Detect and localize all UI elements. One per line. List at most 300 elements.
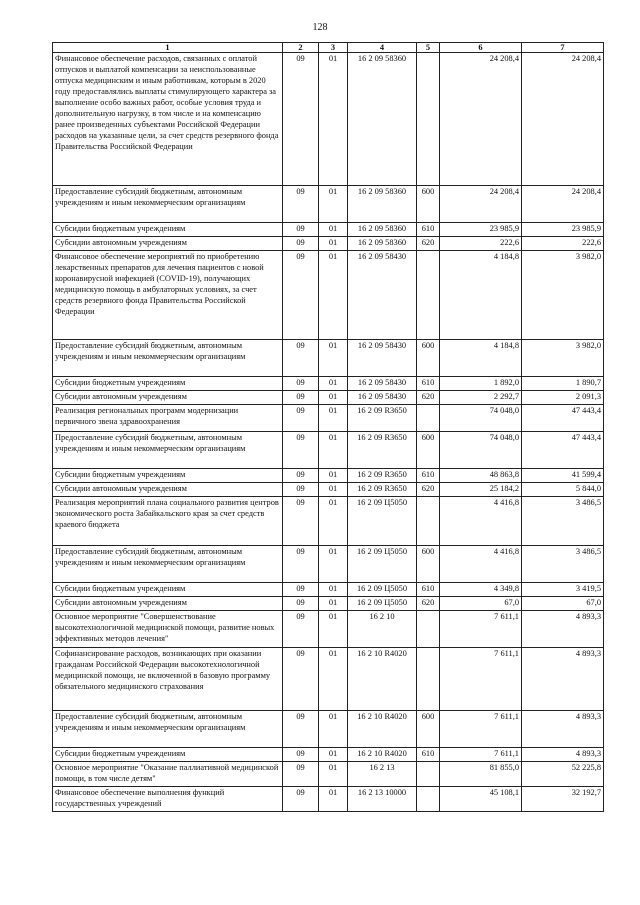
expense-type-code-text: 600 [421,187,435,196]
table-row [53,237,604,251]
target-article-code [348,546,417,583]
subsection-code-text: 01 [328,54,338,63]
expense-type-code [417,711,440,748]
subsection-code-text: 01 [328,584,338,593]
executed-amount [522,405,604,432]
planned-amount [440,251,522,340]
subsection-code-text: 01 [328,612,338,621]
table-row [53,469,604,483]
planned-amount-text: 67,0 [504,598,519,607]
expense-type-code-text: 600 [421,341,435,350]
subsection-code [319,405,348,432]
table-row [53,597,604,611]
subsection-code [319,711,348,748]
target-article-code [348,483,417,497]
row-description-text: Субсидии бюджетным учреждениям [55,749,186,758]
expense-type-code [417,391,440,405]
table-row [53,251,604,340]
target-article-code-text: 16 2 09 58430 [357,341,407,350]
subsection-code-text: 01 [328,341,338,350]
row-description [53,711,283,748]
section-code-text: 09 [296,649,305,658]
expense-type-code [417,597,440,611]
executed-amount-text: 3 982,0 [575,341,601,350]
row-description-text: Субсидии бюджетным учреждениям [55,470,186,479]
section-code [283,251,319,340]
section-code [283,186,319,223]
expense-type-code-text: 620 [421,392,435,401]
subsection-code [319,748,348,762]
subsection-code-text: 01 [328,392,338,401]
subsection-code [319,469,348,483]
section-code [283,546,319,583]
row-description-text: Предоставление субсидий бюджетным, автономным учреждениям и иным некоммерческим организациям [55,341,246,361]
subsection-code-text: 01 [328,238,338,247]
expense-type-code-text: 610 [421,470,435,479]
target-article-code-text: 16 2 09 R3650 [357,433,407,442]
target-article-code-text: 16 2 10 R4020 [357,749,407,758]
column-header: 7 [522,43,604,53]
target-article-code-text: 16 2 10 R4020 [357,712,407,721]
row-description [53,186,283,223]
section-code-text: 09 [296,392,305,401]
subsection-code [319,497,348,546]
planned-amount-text: 81 855,0 [489,763,519,772]
planned-amount [440,237,522,251]
executed-amount-text: 32 192,7 [571,788,601,797]
target-article-code-text: 16 2 09 58360 [357,54,407,63]
subsection-code-text: 01 [328,470,338,479]
table-row [53,340,604,377]
subsection-code [319,432,348,469]
target-article-code [348,53,417,186]
target-article-code-text: 16 2 09 58360 [357,224,407,233]
expense-type-code [417,611,440,648]
planned-amount-text: 74 048,0 [489,433,519,442]
table-row [53,497,604,546]
subsection-code-text: 01 [328,252,338,261]
section-code [283,483,319,497]
executed-amount-text: 24 208,4 [571,54,601,63]
executed-amount-text: 47 443,4 [571,406,601,415]
row-description-text: Предоставление субсидий бюджетным, автономным учреждениям и иным некоммерческим организациям [55,712,246,732]
row-description-text: Субсидии бюджетным учреждениям [55,378,186,387]
expense-type-code [417,53,440,186]
section-code-text: 09 [296,433,305,442]
target-article-code-text: 16 2 09 58360 [357,238,407,247]
row-description [53,787,283,812]
subsection-code [319,377,348,391]
page-number: 128 [312,22,328,33]
table-row [53,546,604,583]
table-row [53,711,604,748]
subsection-code [319,597,348,611]
table-row [53,748,604,762]
section-code-text: 09 [296,788,305,797]
planned-amount-text: 7 611,1 [494,749,519,758]
expense-type-code [417,186,440,223]
planned-amount-text: 7 611,1 [494,712,519,721]
planned-amount [440,546,522,583]
row-description [53,483,283,497]
planned-amount-text: 4 184,8 [493,252,519,261]
row-description-text: Субсидии автономным учреждениям [55,392,187,401]
row-description-text: Предоставление субсидий бюджетным, автономным учреждениям и иным некоммерческим организациям [55,433,246,453]
row-description [53,583,283,597]
planned-amount [440,483,522,497]
expense-type-code [417,469,440,483]
section-code-text: 09 [296,54,305,63]
executed-amount-text: 4 893,3 [575,612,601,621]
table-row [53,223,604,237]
planned-amount-text: 24 208,4 [489,187,519,196]
row-description [53,53,283,186]
column-header: 3 [319,43,348,53]
executed-amount-text: 1 890,7 [575,378,601,387]
row-description [53,391,283,405]
section-code-text: 09 [296,712,305,721]
planned-amount [440,497,522,546]
row-description-text: Софинансирование расходов, возникающих при оказании гражданам Российской Федерации высокотехнологичной медицинской помощи, не включенной в базовую программу обязательного медицинского страхования [55,649,271,691]
table-row [53,377,604,391]
section-code [283,340,319,377]
target-article-code [348,340,417,377]
planned-amount-text: 24 208,4 [489,54,519,63]
expense-type-code [417,497,440,546]
row-description-text: Субсидии автономным учреждениям [55,598,187,607]
executed-amount [522,251,604,340]
executed-amount-text: 222,6 [582,238,601,247]
section-code [283,405,319,432]
target-article-code [348,237,417,251]
table-row [53,483,604,497]
row-description-text: Реализация региональных программ модернизации первичного звена здравоохранения [55,406,239,426]
section-code-text: 09 [296,470,305,479]
subsection-code-text: 01 [328,598,338,607]
executed-amount-text: 24 208,4 [571,187,601,196]
planned-amount [440,469,522,483]
target-article-code-text: 16 2 09 Ц5050 [356,584,408,593]
executed-amount [522,53,604,186]
planned-amount-text: 7 611,1 [494,649,519,658]
executed-amount [522,432,604,469]
target-article-code [348,469,417,483]
subsection-code-text: 01 [328,649,338,658]
section-code [283,597,319,611]
row-description [53,405,283,432]
section-code [283,748,319,762]
executed-amount [522,223,604,237]
executed-amount [522,483,604,497]
target-article-code [348,251,417,340]
expense-type-code-text: 620 [421,598,435,607]
planned-amount-text: 23 985,9 [489,224,519,233]
subsection-code-text: 01 [328,433,338,442]
target-article-code [348,186,417,223]
row-description-text: Финансовое обеспечение расходов, связанных с оплатой отпусков и выплатой компенсации за неиспользованные отпуска медицинским и иным работникам, которым в 2020 году предоставлялись выплаты стимулирующего характера за выполнение особо важных работ, особые условия труда и дополнительную нагрузку, в том числе и на компенсацию ранее произведенных субъектами Российской Федерации расходов на указанные цели, за счет средств резервного фонда Правительства Российской Федерации [55,54,279,151]
row-description [53,611,283,648]
budget-table [52,42,604,812]
row-description-text: Субсидии бюджетным учреждениям [55,224,186,233]
subsection-code-text: 01 [328,763,338,772]
subsection-code-text: 01 [328,498,338,507]
section-code [283,497,319,546]
target-article-code-text: 16 2 10 R4020 [357,649,407,658]
executed-amount-text: 3 486,5 [575,547,601,556]
row-description [53,497,283,546]
planned-amount-text: 222,6 [500,238,519,247]
section-code [283,711,319,748]
header-row [53,43,604,53]
section-code [283,583,319,597]
target-article-code [348,583,417,597]
planned-amount-text: 4 184,8 [493,341,519,350]
section-code-text: 09 [296,584,305,593]
section-code-text: 09 [296,498,305,507]
executed-amount [522,611,604,648]
target-article-code-text: 16 2 09 R3650 [357,470,407,479]
section-code-text: 09 [296,252,305,261]
target-article-code [348,432,417,469]
row-description [53,340,283,377]
planned-amount [440,405,522,432]
executed-amount [522,597,604,611]
planned-amount-text: 4 416,8 [493,498,519,507]
expense-type-code [417,483,440,497]
section-code-text: 09 [296,238,305,247]
expense-type-code [417,432,440,469]
executed-amount-text: 4 893,3 [575,749,601,758]
subsection-code [319,546,348,583]
planned-amount-text: 1 892,0 [493,378,519,387]
subsection-code-text: 01 [328,406,338,415]
executed-amount [522,186,604,223]
expense-type-code-text: 610 [421,378,435,387]
section-code-text: 09 [296,547,305,556]
executed-amount [522,237,604,251]
subsection-code [319,53,348,186]
subsection-code-text: 01 [328,788,338,797]
target-article-code [348,497,417,546]
executed-amount [522,340,604,377]
section-code [283,223,319,237]
subsection-code-text: 01 [328,749,338,758]
expense-type-code [417,251,440,340]
row-description [53,546,283,583]
target-article-code [348,391,417,405]
planned-amount [440,648,522,711]
subsection-code [319,787,348,812]
target-article-code-text: 16 2 09 58360 [357,187,407,196]
planned-amount [440,583,522,597]
row-description-text: Финансовое обеспечение мероприятий по приобретению лекарственных препаратов для лечения пациентов с новой коронавирусной инфекцией (COVID-19), получающих медицинскую помощь в амбулаторных условиях, за счет средств резервного фонда Правительства Российской Федерации [55,252,264,316]
row-description [53,432,283,469]
subsection-code [319,611,348,648]
planned-amount [440,53,522,186]
executed-amount-text: 4 893,3 [575,649,601,658]
executed-amount [522,377,604,391]
executed-amount [522,497,604,546]
row-description [53,597,283,611]
section-code [283,787,319,812]
target-article-code-text: 16 2 09 Ц5050 [356,547,408,556]
executed-amount [522,648,604,711]
table-row [53,186,604,223]
table-row [53,611,604,648]
executed-amount-text: 3 486,5 [575,498,601,507]
executed-amount [522,469,604,483]
row-description-text: Основное мероприятие "Оказание паллиативной медицинской помощи, в том числе детям" [55,763,279,783]
executed-amount-text: 52 225,8 [571,763,601,772]
planned-amount [440,762,522,787]
row-description [53,223,283,237]
section-code-text: 09 [296,598,305,607]
target-article-code-text: 16 2 09 R3650 [357,406,407,415]
expense-type-code [417,787,440,812]
section-code [283,432,319,469]
section-code-text: 09 [296,224,305,233]
section-code-text: 09 [296,763,305,772]
executed-amount-text: 3 982,0 [575,252,601,261]
table-row [53,53,604,186]
subsection-code [319,583,348,597]
expense-type-code [417,583,440,597]
subsection-code-text: 01 [328,712,338,721]
expense-type-code-text: 600 [421,433,435,442]
subsection-code-text: 01 [328,224,338,233]
expense-type-code-text: 610 [421,584,435,593]
row-description-text: Субсидии автономным учреждениям [55,484,187,493]
row-description [53,762,283,787]
section-code [283,377,319,391]
executed-amount-text: 2 091,3 [575,392,601,401]
target-article-code-text: 16 2 09 R3650 [357,484,407,493]
target-article-code [348,405,417,432]
target-article-code-text: 16 2 09 58430 [357,392,407,401]
executed-amount-text: 3 419,5 [575,584,601,593]
section-code-text: 09 [296,612,305,621]
row-description [53,237,283,251]
subsection-code [319,251,348,340]
planned-amount [440,432,522,469]
planned-amount-text: 48 863,8 [489,470,519,479]
column-header: 4 [348,43,417,53]
executed-amount [522,711,604,748]
target-article-code [348,748,417,762]
planned-amount-text: 4 416,8 [493,547,519,556]
executed-amount [522,762,604,787]
subsection-code [319,186,348,223]
expense-type-code-text: 610 [421,224,435,233]
target-article-code [348,597,417,611]
planned-amount-text: 4 349,8 [493,584,519,593]
executed-amount [522,391,604,405]
executed-amount [522,748,604,762]
target-article-code [348,787,417,812]
planned-amount [440,223,522,237]
planned-amount [440,597,522,611]
section-code [283,469,319,483]
expense-type-code-text: 610 [421,749,435,758]
executed-amount [522,546,604,583]
executed-amount-text: 4 893,3 [575,712,601,721]
table-row [53,787,604,812]
target-article-code [348,762,417,787]
section-code [283,391,319,405]
row-description-text: Основное мероприятие "Совершенствование высокотехнологичной медицинской помощи, развитие новых эффективных методов лечения" [55,612,275,643]
row-description-text: Реализация мероприятий плана социального развития центров экономического роста Забайкальского края за счет средств краевого бюджета [55,498,279,529]
row-description [53,648,283,711]
planned-amount [440,611,522,648]
section-code-text: 09 [296,187,305,196]
planned-amount [440,748,522,762]
planned-amount [440,186,522,223]
planned-amount [440,340,522,377]
expense-type-code [417,340,440,377]
section-code-text: 09 [296,406,305,415]
executed-amount-text: 5 844,0 [575,484,601,493]
executed-amount-text: 41 599,4 [571,470,601,479]
column-header: 2 [283,43,319,53]
row-description [53,251,283,340]
subsection-code-text: 01 [328,187,338,196]
expense-type-code-text: 600 [421,547,435,556]
executed-amount-text: 47 443,4 [571,433,601,442]
target-article-code-text: 16 2 09 Ц5050 [356,598,408,607]
target-article-code-text: 16 2 13 10000 [357,788,407,797]
expense-type-code [417,762,440,787]
expense-type-code [417,546,440,583]
subsection-code [319,340,348,377]
section-code-text: 09 [296,378,305,387]
row-description-text: Предоставление субсидий бюджетным, автономным учреждениям и иным некоммерческим организациям [55,547,246,567]
table-row [53,762,604,787]
planned-amount-text: 74 048,0 [489,406,519,415]
planned-amount [440,711,522,748]
section-code [283,648,319,711]
section-code-text: 09 [296,484,305,493]
row-description-text: Субсидии автономным учреждениям [55,238,187,247]
target-article-code-text: 16 2 09 58430 [357,378,407,387]
subsection-code [319,483,348,497]
target-article-code-text: 16 2 10 [369,612,395,621]
column-header: 6 [440,43,522,53]
section-code-text: 09 [296,341,305,350]
executed-amount-text: 67,0 [586,598,601,607]
expense-type-code-text: 600 [421,712,435,721]
expense-type-code [417,223,440,237]
section-code [283,53,319,186]
subsection-code [319,237,348,251]
planned-amount [440,377,522,391]
table-row [53,432,604,469]
column-header: 1 [53,43,283,53]
subsection-code-text: 01 [328,378,338,387]
expense-type-code-text: 620 [421,484,435,493]
planned-amount [440,787,522,812]
table-row [53,391,604,405]
executed-amount [522,583,604,597]
table-row [53,583,604,597]
row-description [53,469,283,483]
planned-amount-text: 2 292,7 [493,392,519,401]
section-code [283,762,319,787]
planned-amount [440,391,522,405]
target-article-code-text: 16 2 13 [369,763,395,772]
planned-amount-text: 7 611,1 [494,612,519,621]
table-row [53,405,604,432]
section-code [283,611,319,648]
